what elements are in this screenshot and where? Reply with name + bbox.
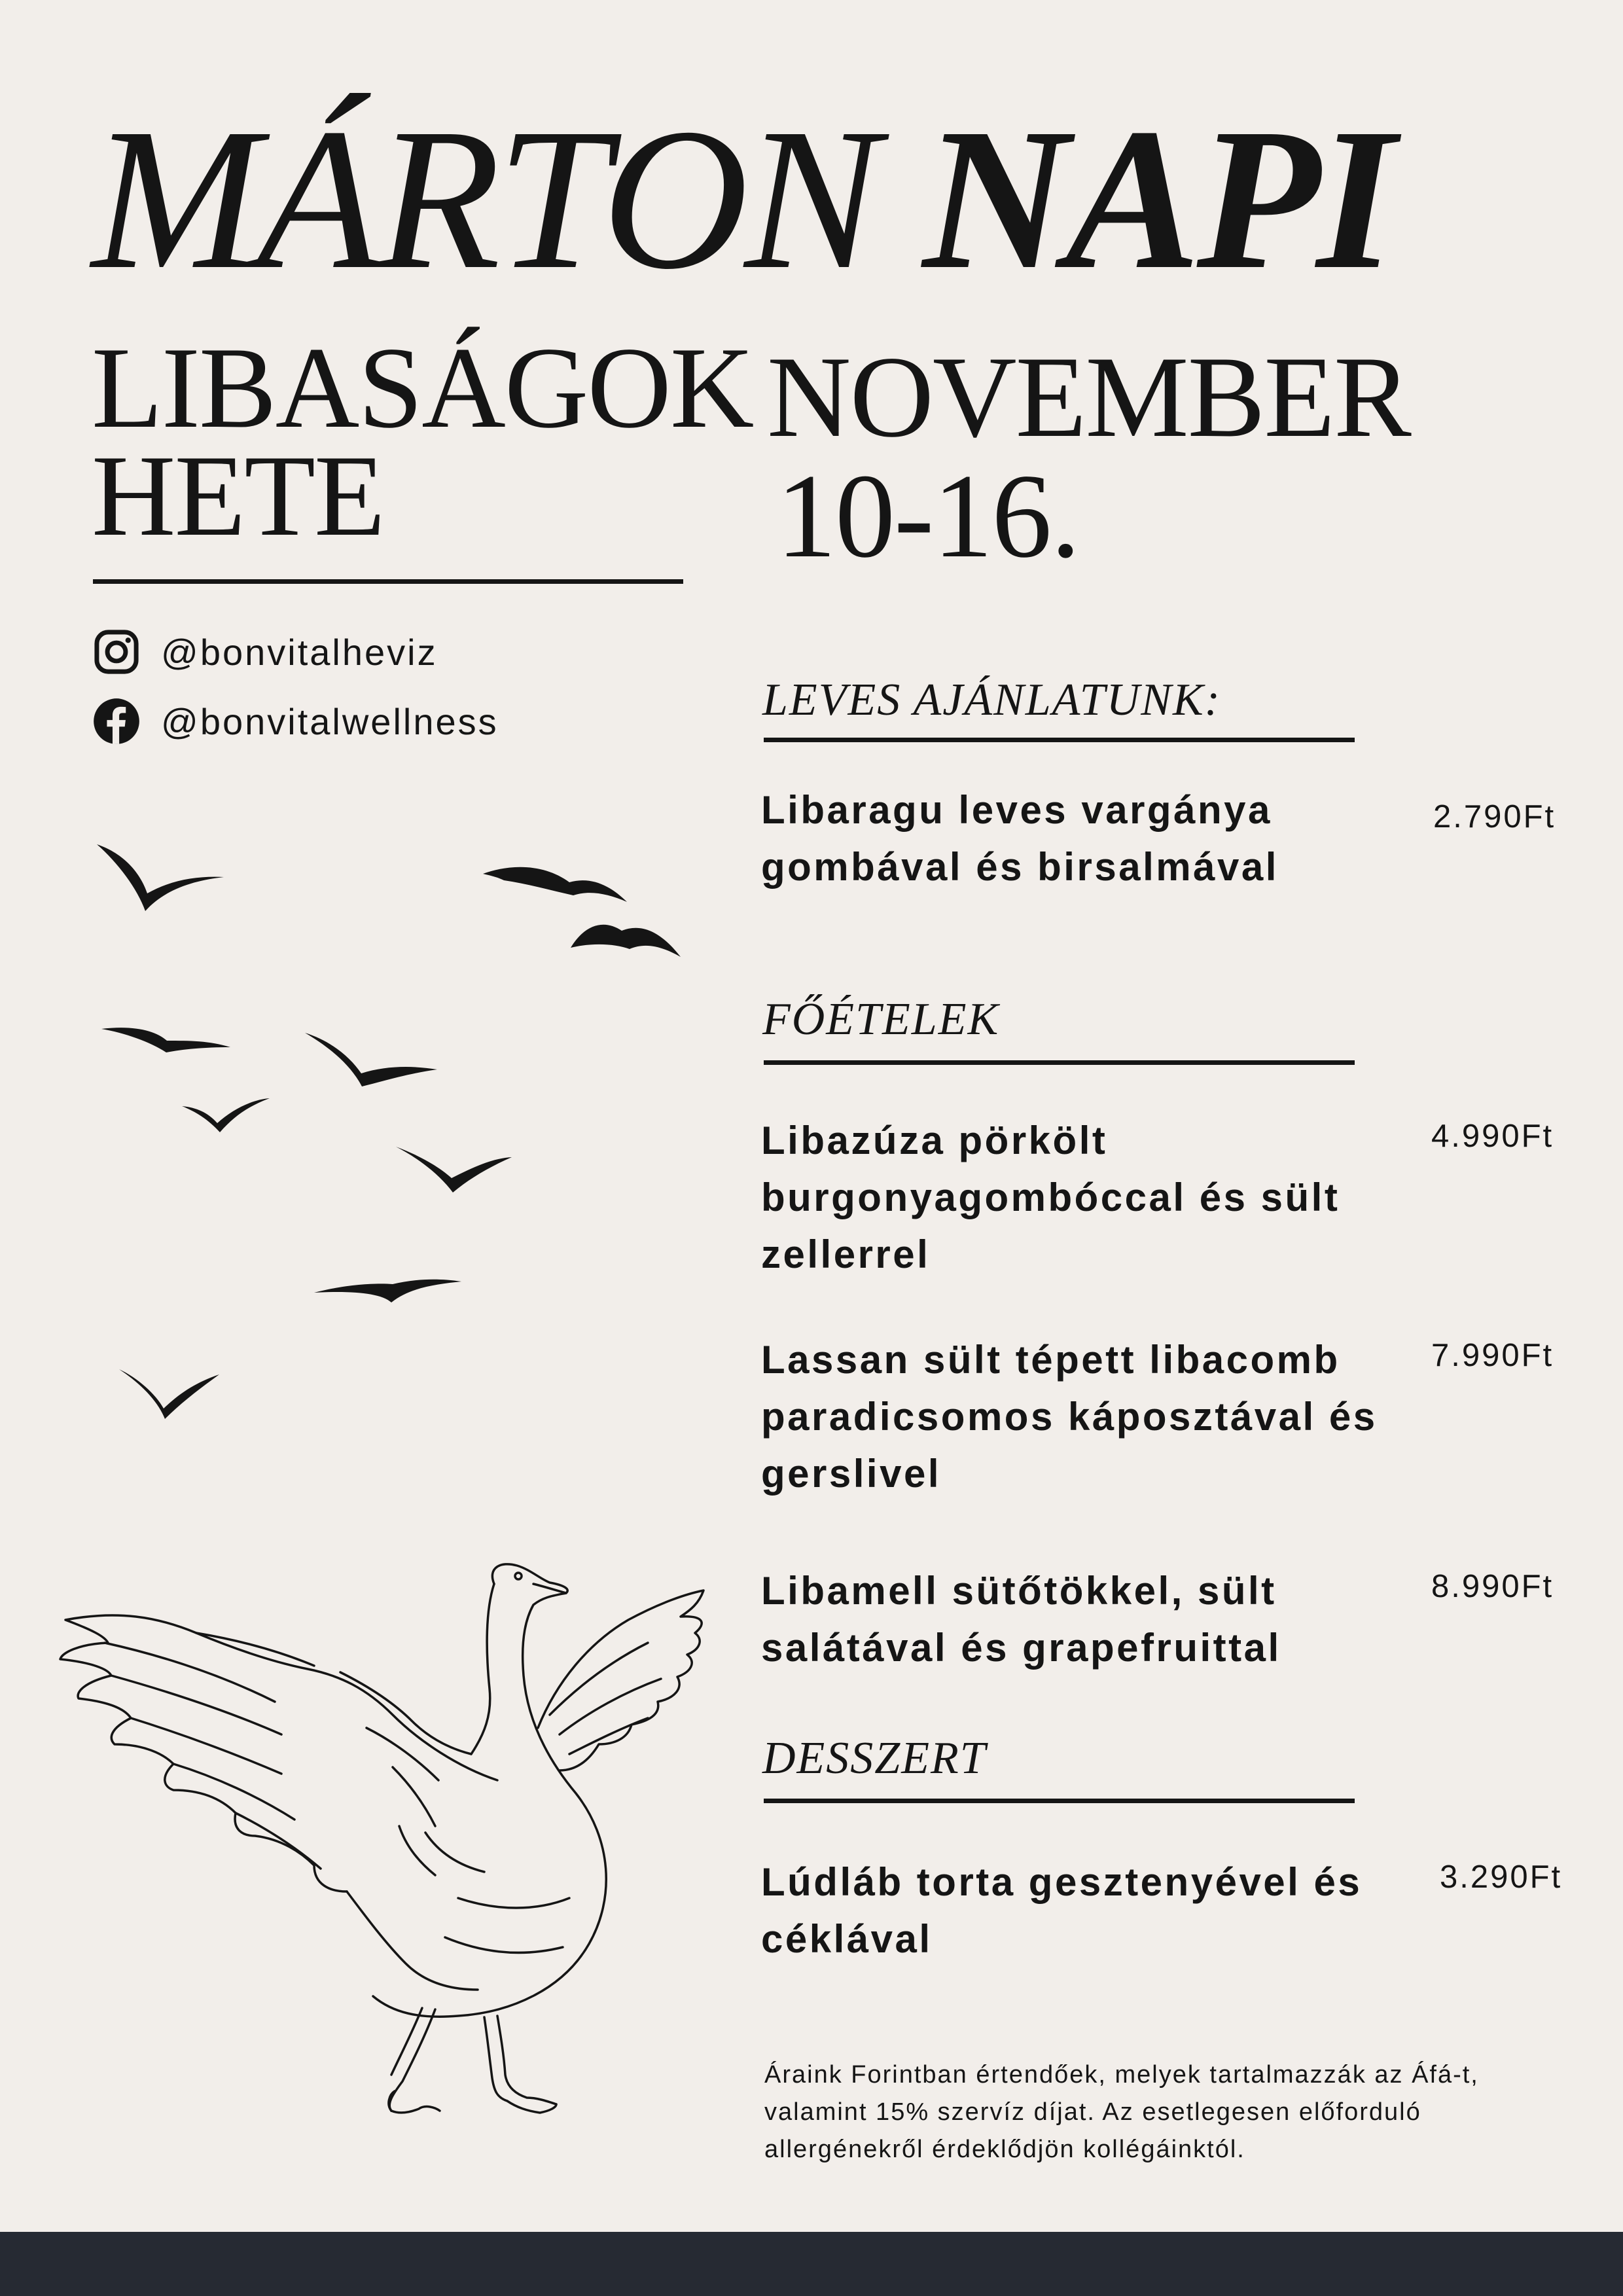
dish-price: 4.990Ft [1431,1119,1554,1154]
subtitle-line-1: LIBASÁGOK [92,323,753,452]
instagram-icon [92,627,141,677]
dish-price: 7.990Ft [1431,1338,1554,1373]
subtitle [92,323,753,560]
facebook-icon [92,696,141,746]
date-month: NOVEMBER [767,332,1410,461]
goose-illustration [52,1545,733,2134]
section-heading-dessert: DESSZERT [762,1733,987,1784]
dish-name: Libamell sütőtökkel, sült salátával és grapefruittal [761,1569,1281,1670]
dish-price: 2.790Ft [1433,799,1556,834]
date-days: 10-16. [776,449,1080,583]
dish-name: Libaragu leves vargánya gombával és birsalmával [761,788,1279,889]
flying-birds-illustration [65,812,720,1440]
price-note: Áraink Forintban értendőek, melyek tartalmazzák az Áfá-t, valamint 15% szervíz díjat. Az esetlegesen előforduló allergénekről érdeklődjön kollégáinktól. [764,2061,1479,2163]
section-heading-soup: LEVES AJÁNLATUNK: [762,675,1221,725]
section-divider-mains [764,1060,1355,1065]
section-divider-soup [764,738,1355,742]
facebook-handle: @bonvitalwellness [161,700,499,742]
title-part-1: MÁRTON [92,87,876,312]
dish-name: Lassan sült tépett libacomb paradicsomos káposztával és gerslivel [761,1338,1378,1496]
subtitle-divider [93,579,683,584]
social-facebook[interactable] [92,695,499,747]
dish-name: Libazúza pörkölt burgonyagombóccal és sült zellerrel [761,1119,1340,1276]
instagram-handle: @bonvitalheviz [161,631,438,673]
event-date [767,332,1410,583]
dish-name: Lúdláb torta gesztenyével és céklával [761,1860,1363,1961]
footer-band [0,2232,1623,2296]
dish-price: 8.990Ft [1431,1569,1554,1604]
social-instagram[interactable] [92,626,438,678]
subtitle-line-2: HETE [92,431,384,560]
section-divider-dessert [764,1799,1355,1803]
page-title [92,87,1392,312]
section-heading-mains: FŐÉTELEK [762,994,1000,1045]
dish-price: 3.290Ft [1440,1859,1563,1895]
title-part-2: NAPI [922,87,1392,312]
